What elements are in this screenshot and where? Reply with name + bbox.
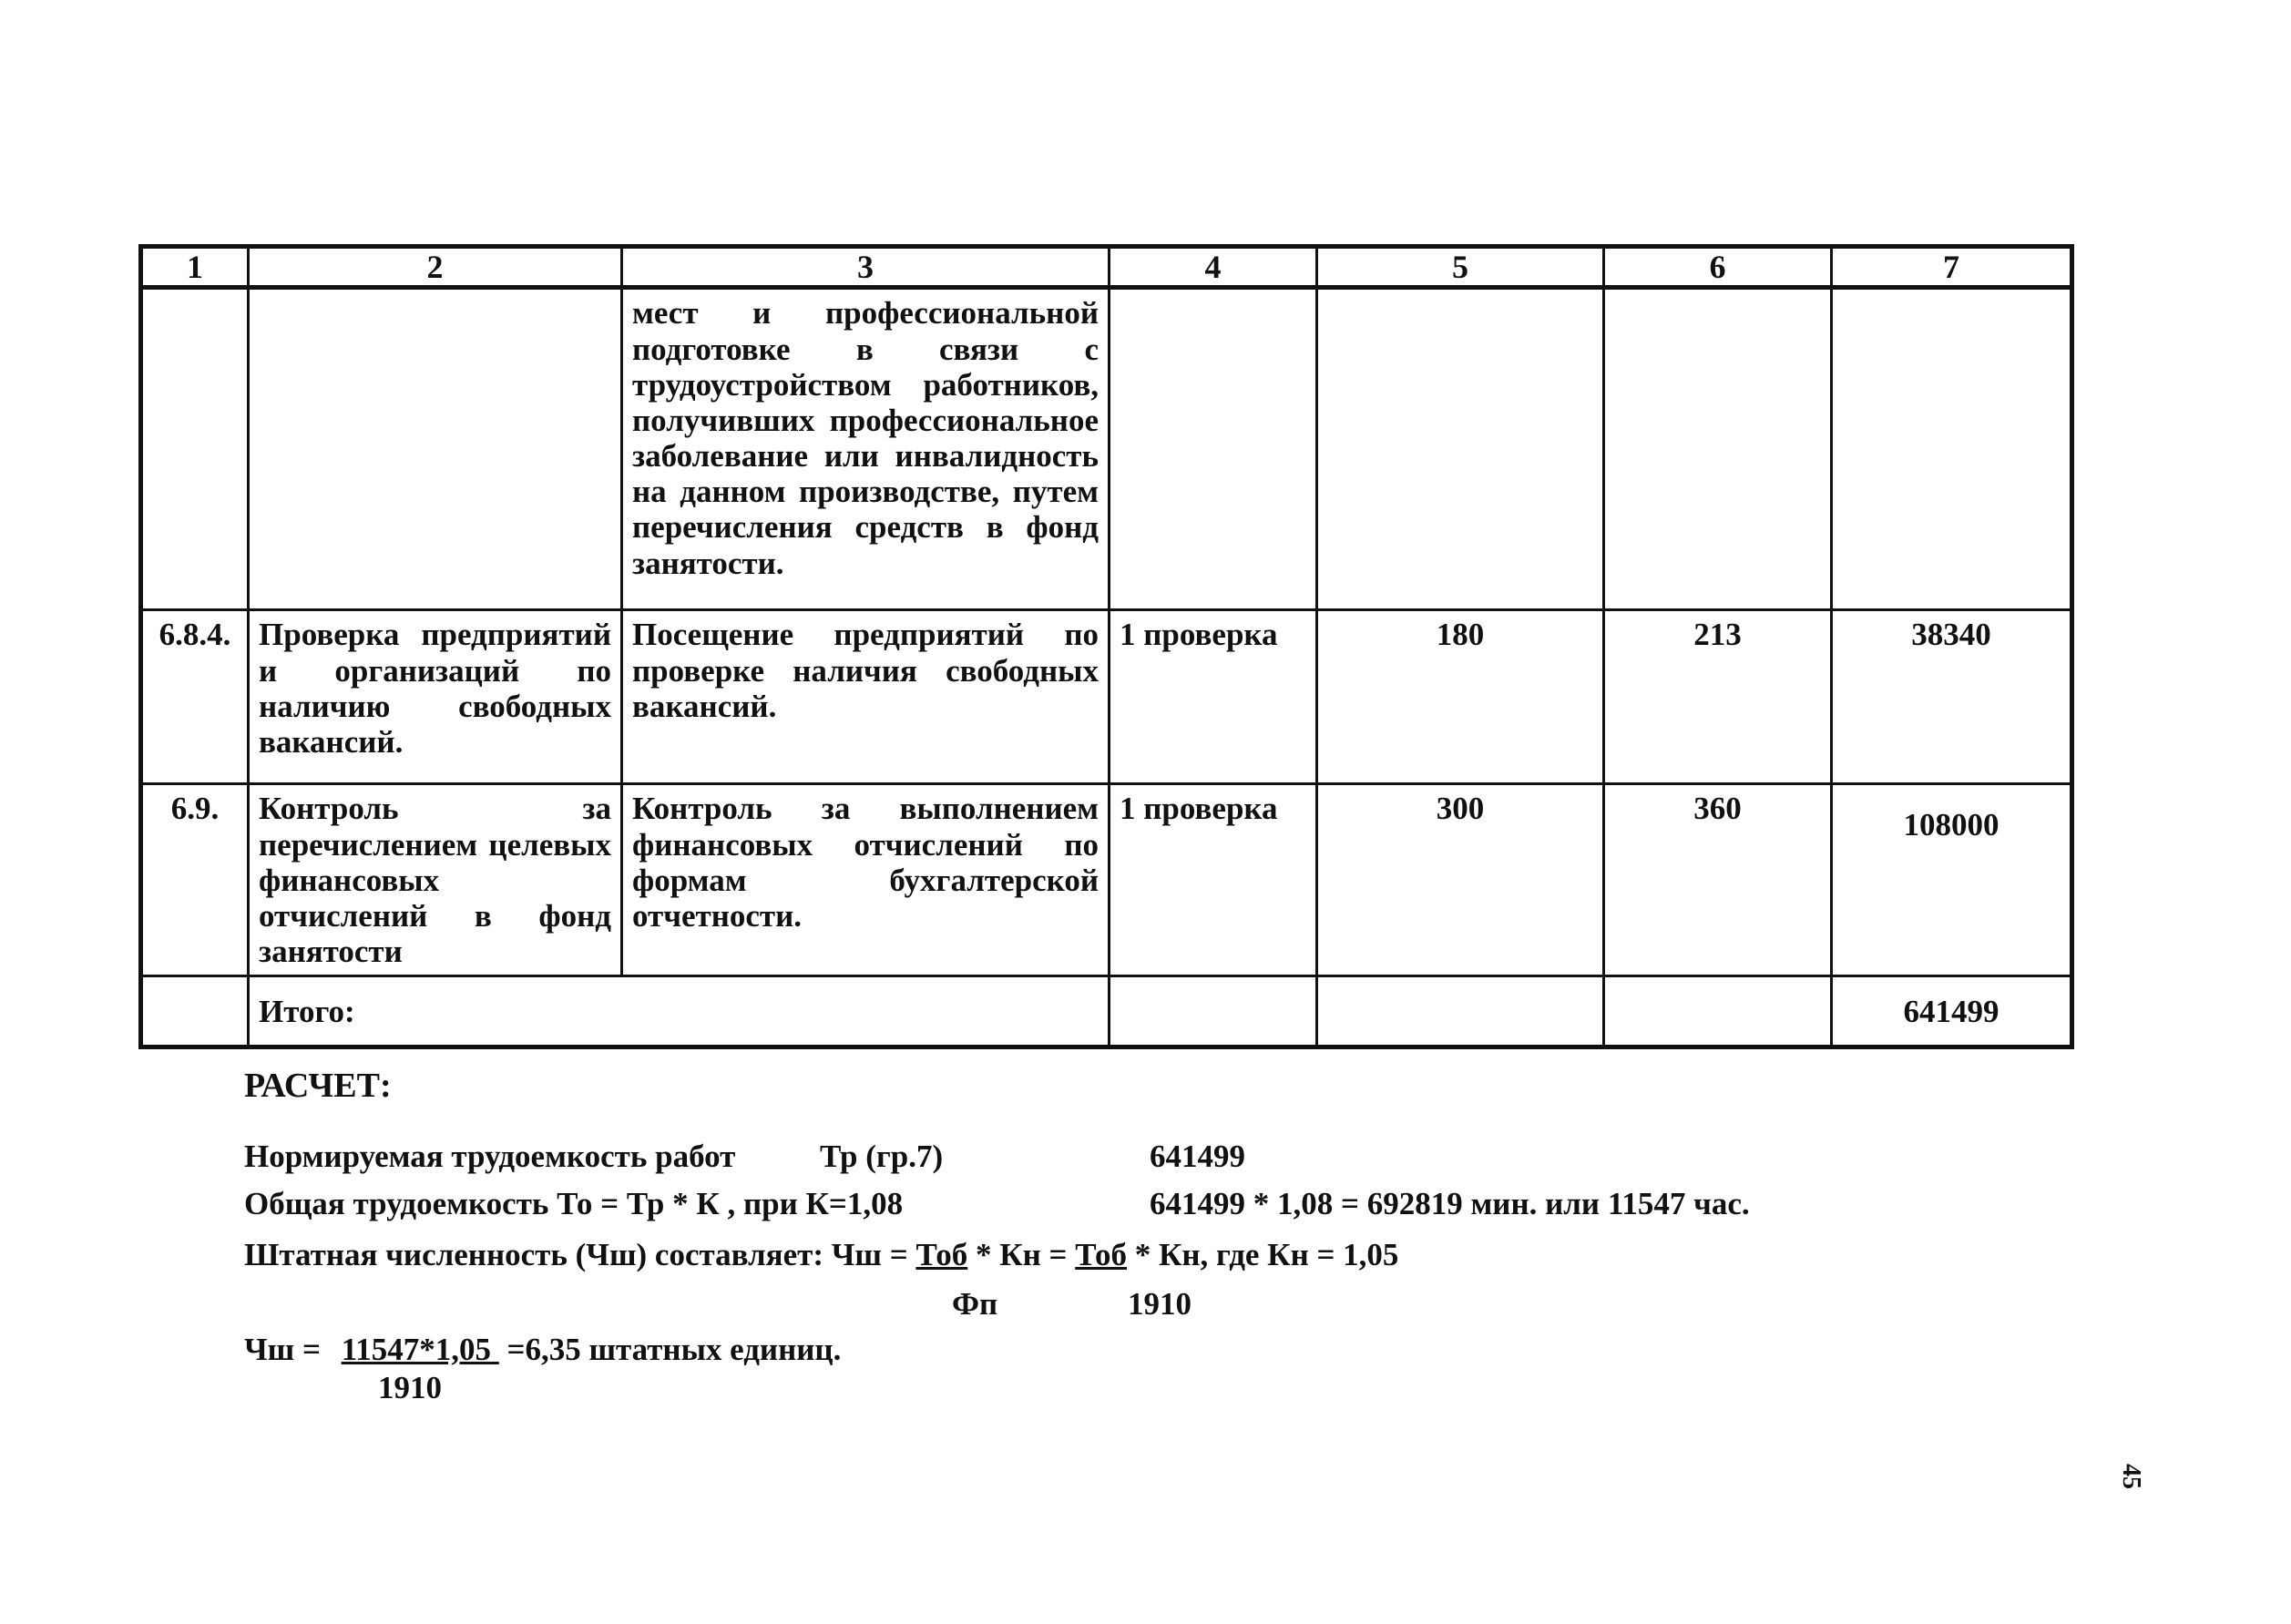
column-header: 2 <box>249 247 622 288</box>
calc-title: РАСЧЕТ: <box>244 1067 392 1105</box>
norms-table <box>138 244 2074 1049</box>
table-header-row <box>141 247 2072 288</box>
calc-line3-label: Штатная численность (Чш) составляет: Чш = <box>244 1237 908 1272</box>
cell-col6: 360 <box>1604 784 1832 976</box>
cell-col5: 180 <box>1317 610 1604 784</box>
result-tail: =6,35 штатных единиц. <box>506 1332 842 1367</box>
cell-num <box>141 288 249 610</box>
formula-denominator-1: Фп <box>952 1286 998 1322</box>
formula-denominator-2: 1910 <box>1128 1286 1192 1322</box>
calc-line2-value: 641499 * 1,08 = 692819 мин. или 11547 час. <box>1150 1186 1750 1221</box>
cell-unit: 1 проверка <box>1110 610 1317 784</box>
column-header: 7 <box>1832 247 2072 288</box>
result-denominator: 1910 <box>378 1370 442 1405</box>
cell-col7: 108000 <box>1832 784 2072 976</box>
calc-line2-label: Общая трудоемкость То = Тр * К , при К=1,08 <box>244 1186 904 1221</box>
formula-mid: * Кн = <box>975 1237 1068 1272</box>
cell-description: Контроль за выполнением финансовых отчислений по формам бухгалтерской отчетности. <box>622 784 1110 976</box>
total-value: 641499 <box>1832 976 2072 1047</box>
cell-description: Посещение предприятий по проверке наличия свободных вакансий. <box>622 610 1110 784</box>
column-header: 4 <box>1110 247 1317 288</box>
formula-numerator-2: Тоб <box>1075 1237 1127 1272</box>
cell-unit <box>1110 976 1317 1047</box>
cell-col5 <box>1317 288 1604 610</box>
formula-tail: * Кн, где Кн = 1,05 <box>1134 1237 1399 1272</box>
column-header: 6 <box>1604 247 1832 288</box>
cell-name: Проверка предприятий и организаций по наличию свободных вакансий. <box>249 610 622 784</box>
table-row <box>141 784 2072 976</box>
cell-num <box>141 976 249 1047</box>
cell-col6 <box>1604 288 1832 610</box>
calc-line1-label: Нормируемая трудоемкость работ <box>244 1139 736 1174</box>
column-header: 1 <box>141 247 249 288</box>
calc-line4-label: Чш = <box>244 1332 321 1367</box>
calc-line1-symbol: Тр (гр.7) <box>820 1139 944 1174</box>
total-label: Итого: <box>249 976 1110 1047</box>
table-row <box>141 610 2072 784</box>
cell-num: 6.8.4. <box>141 610 249 784</box>
cell-unit: 1 проверка <box>1110 784 1317 976</box>
result-numerator: 11547*1,05 <box>341 1332 492 1367</box>
cell-col5: 300 <box>1317 784 1604 976</box>
cell-col7: 38340 <box>1832 610 2072 784</box>
cell-col5 <box>1317 976 1604 1047</box>
table-row <box>141 288 2072 610</box>
column-header: 5 <box>1317 247 1604 288</box>
cell-description: мест и профессиональной подготовке в связи с трудоустройством работников, получивших профессиональное заболевание или инвалидность на данном производстве, путем перечисления средств в фонд занятости. <box>622 288 1110 610</box>
cell-name: Контроль за перечислением целевых финансовых отчислений в фонд занятости <box>249 784 622 976</box>
cell-num: 6.9. <box>141 784 249 976</box>
cell-name <box>249 288 622 610</box>
page-number: 45 <box>2117 1464 2145 1489</box>
calc-line1-value: 641499 <box>1150 1139 1245 1174</box>
formula-numerator-1: Тоб <box>915 1237 968 1272</box>
cell-col7 <box>1832 288 2072 610</box>
cell-col6 <box>1604 976 1832 1047</box>
cell-unit <box>1110 288 1317 610</box>
total-row <box>141 976 2072 1047</box>
cell-col6: 213 <box>1604 610 1832 784</box>
calc-line3 <box>244 1237 1398 1273</box>
calc-line4 <box>244 1332 841 1368</box>
column-header: 3 <box>622 247 1110 288</box>
